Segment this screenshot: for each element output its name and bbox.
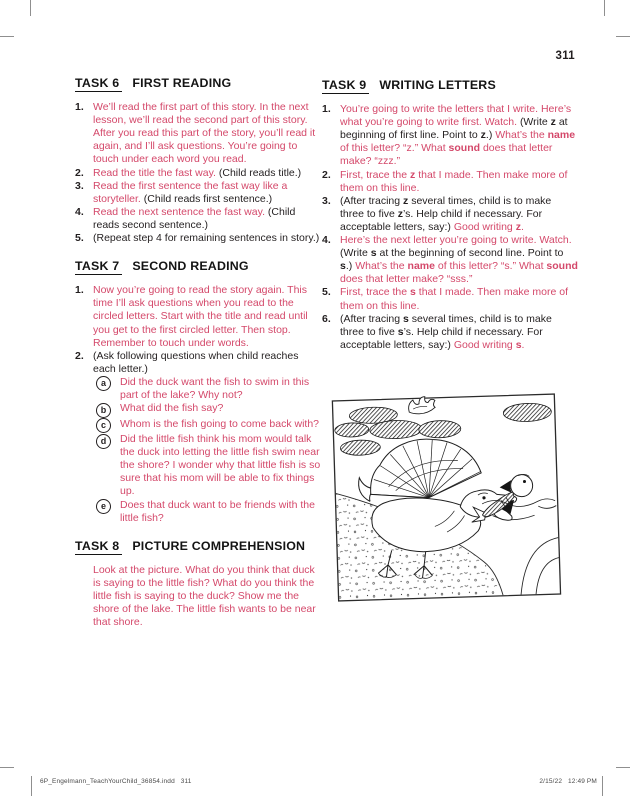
crop-mark — [616, 36, 630, 37]
item-text: Now you’re going to read the story again. This time I’ll ask questions when you read to the circled letters. Start with the title and read until you get to the first circled letter. Then stop. Remember to touch under words. — [93, 284, 308, 349]
task-item — [322, 234, 578, 286]
crop-mark — [602, 776, 603, 796]
task-item — [322, 313, 578, 352]
item-text: Read the first sentence the fast way like a storyteller. (Child reads first sentence.) — [93, 179, 288, 205]
page-number: 311 — [555, 50, 575, 62]
task-label: TASK 9 — [322, 79, 369, 94]
item-text: (After tracing s several times, child is to make three to five s’s. Help child if necessary. For acceptable letters, say:) Good writing s. — [340, 312, 552, 351]
task-item — [75, 284, 323, 349]
item-number: 3. — [322, 194, 331, 207]
task-heading — [75, 260, 323, 275]
letter-circle: c — [96, 418, 111, 433]
item-text: Look at the picture. What do you think that duck is saying to the little fish? What do you think the little fish is saying to the duck? Show me the shore of the lake. The little fish wants to be near that shore. — [93, 563, 316, 629]
item-number: 1. — [75, 101, 84, 114]
task-heading — [322, 79, 578, 94]
crop-mark — [30, 0, 31, 16]
lettered-question — [96, 418, 323, 434]
item-number: 2. — [75, 166, 84, 179]
letter-circle: e — [96, 499, 111, 514]
task-section — [75, 77, 323, 245]
task-heading — [75, 77, 323, 92]
task-item — [75, 232, 323, 245]
task-item — [75, 350, 323, 376]
item-text: Read the title the fast way. (Child reads title.) — [93, 166, 302, 179]
left-column — [75, 77, 323, 629]
task-item — [75, 167, 323, 180]
task-section — [75, 260, 323, 525]
item-number: 1. — [322, 103, 331, 116]
item-text: First, trace the s that I made. Then make more of them on this line. — [340, 286, 569, 312]
item-text: First, trace the z that I made. Then make more of them on this line. — [340, 168, 568, 194]
question-text: Whom is the fish going to come back with? — [120, 417, 320, 430]
task-items — [75, 101, 323, 245]
task-items — [322, 103, 578, 352]
letter-circle: d — [96, 434, 111, 449]
task-item — [75, 206, 323, 232]
crop-mark — [0, 36, 14, 37]
task-item — [322, 169, 578, 195]
item-number: 4. — [75, 205, 84, 218]
item-text: Read the next sentence the fast way. (Child reads second sentence.) — [93, 205, 296, 231]
item-text: Here’s the next letter you’re going to write. Watch. (Write s at the beginning of second line. Point to s.) What’s the name of this letter? “s.” What sound does that letter make? “sss.” — [340, 234, 578, 286]
crop-mark — [604, 0, 605, 16]
task-title: SECOND READING — [132, 259, 249, 274]
question-text: Does that duck want to be friends with the little fish? — [120, 498, 315, 524]
task-items — [75, 284, 323, 525]
task-label: TASK 6 — [75, 77, 122, 92]
task-title: PICTURE COMPREHENSION — [132, 538, 306, 553]
question-text: Did the little fish think his mom would talk the duck into letting the little fish swim near the shore? I wonder why that little fish is so sure that his mom will be able to fix things up. — [120, 433, 321, 498]
item-number: 6. — [322, 312, 331, 325]
task-item — [75, 180, 323, 206]
letter-circle: a — [96, 376, 111, 391]
task-label: TASK 8 — [75, 540, 122, 555]
right-column — [322, 79, 578, 352]
item-number: 4. — [322, 234, 331, 247]
item-number: 2. — [75, 349, 84, 362]
item-text: (Repeat step 4 for remaining sentences in story.) — [93, 232, 320, 245]
lettered-question — [96, 499, 323, 525]
footer-timestamp: 2/15/22 12:49 PM — [539, 778, 597, 785]
task-title: FIRST READING — [132, 76, 232, 90]
item-text: We’ll read the first part of this story. In the next lesson, we’ll read the second part of this story. After you read this part of the story, you’ll read it again, and I’ll ask questions. You’re going to touch under each word you read. — [93, 101, 316, 166]
crop-mark — [31, 776, 32, 796]
illustration-duck-fish-drawing — [331, 392, 563, 606]
task-section — [75, 540, 323, 630]
question-text: Did the duck want the fish to swim in this part of the lake? Why not? — [120, 375, 310, 401]
item-number: 5. — [75, 232, 84, 245]
item-text: (Ask following questions when child reaches each letter.) — [93, 349, 299, 375]
task-item — [322, 195, 578, 234]
crop-mark — [616, 767, 630, 768]
item-number: 2. — [322, 168, 331, 181]
item-number: 3. — [75, 179, 84, 192]
letter-circle: b — [96, 403, 111, 418]
task-item — [322, 103, 578, 168]
task-item — [75, 564, 323, 629]
crop-mark — [0, 767, 14, 768]
item-number: 1. — [75, 284, 84, 297]
task-label: TASK 7 — [75, 260, 122, 275]
fish-head — [510, 474, 533, 497]
item-text: (After tracing z several times, child is to make three to five z’s. Help child if necessary. For acceptable letters, say:) Good writing z. — [340, 194, 552, 233]
task-heading — [75, 540, 323, 555]
task-item — [75, 101, 323, 166]
lettered-question — [96, 376, 323, 402]
task-item — [322, 286, 578, 312]
lettered-question — [96, 433, 323, 498]
footer-filename: 6P_Engelmann_TeachYourChild_36854.indd 311 — [40, 778, 192, 785]
illustration-frame — [331, 392, 563, 606]
item-number: 5. — [322, 286, 331, 299]
lettered-question — [96, 402, 323, 418]
question-text: What did the fish say? — [120, 402, 224, 415]
item-text: You’re going to write the letters that I write. Here’s what you’re going to write first. Watch. (Write z at beginning of first line. Point to z.) What’s the name of this letter? “z.” What sound does that letter make? “zzz.” — [340, 103, 576, 168]
task-items — [75, 564, 323, 629]
task-section — [322, 79, 578, 352]
task-title: WRITING LETTERS — [379, 78, 496, 92]
